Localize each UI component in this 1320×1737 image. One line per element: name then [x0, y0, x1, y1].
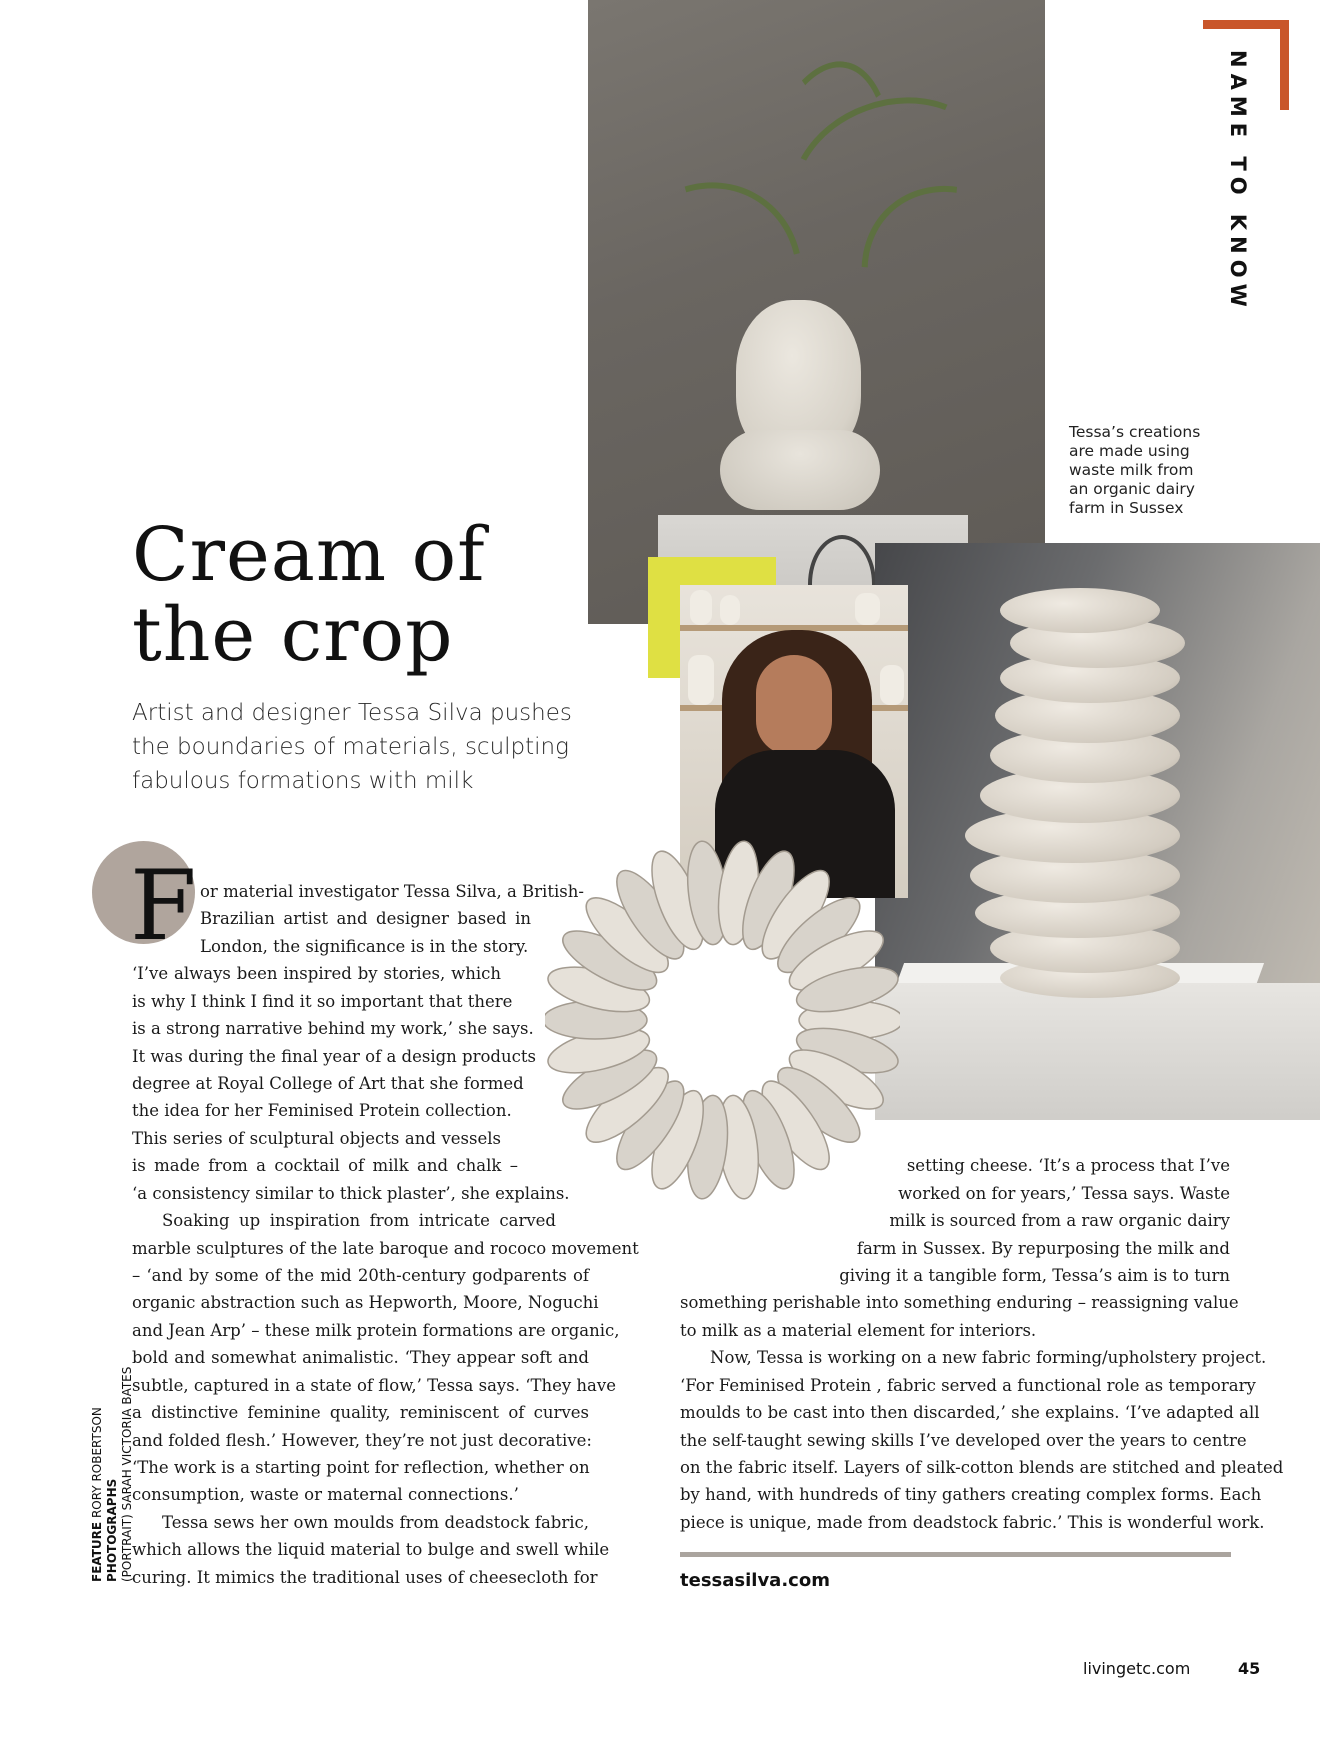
- body-line: giving it a tangible form, Tessa’s aim is to turn: [839, 1266, 1230, 1285]
- pot: [690, 590, 712, 625]
- standfirst-line: fabulous formations with milk: [132, 768, 474, 794]
- body-line: London, the significance is in the story.: [200, 937, 529, 956]
- body-line: consumption, waste or maternal connections.’: [132, 1485, 519, 1504]
- body-line: and Jean Arp’ – these milk protein formations are organic,: [132, 1321, 620, 1340]
- standfirst-line: the boundaries of materials, sculpting: [132, 734, 569, 760]
- divider-rule: [680, 1552, 1231, 1557]
- plinth: [875, 983, 1320, 1120]
- caption-line: Tessa’s creations: [1069, 423, 1201, 441]
- body-line: milk is sourced from a raw organic dairy: [889, 1211, 1230, 1230]
- standfirst: [132, 696, 602, 798]
- body-line: or material investigator Tessa Silva, a British-: [200, 882, 584, 901]
- caption-line: farm in Sussex: [1069, 499, 1184, 517]
- body-line: This series of sculptural objects and vessels: [132, 1129, 501, 1148]
- sculpture-layer: [1000, 588, 1160, 633]
- body-line: It was during the final year of a design products: [132, 1047, 536, 1066]
- photo-caption: [1069, 423, 1269, 518]
- caption-line: an organic dairy: [1069, 480, 1195, 498]
- body-line: ‘I’ve always been inspired by stories, which: [132, 964, 501, 983]
- photo-credits: [90, 1302, 390, 1582]
- stacked-sculpture-photo: [875, 543, 1320, 1120]
- headline-line: the crop: [132, 592, 454, 678]
- body-line: subtle, captured in a state of flow,’ Tessa says. ‘They have: [132, 1376, 616, 1395]
- credits-text: [90, 1302, 135, 1582]
- body-line: ‘a consistency similar to thick plaster’, she explains.: [132, 1184, 570, 1203]
- caption-line: are made using: [1069, 442, 1190, 460]
- body-line: Tessa sews her own moulds from deadstock fabric,: [162, 1513, 589, 1532]
- headline: [132, 512, 592, 678]
- dropcap: F: [130, 850, 197, 962]
- body-line: something perishable into something enduring – reassigning value: [680, 1293, 1239, 1312]
- body-line: marble sculptures of the late baroque and rococo movement: [132, 1239, 639, 1258]
- body-line: the self-taught sewing skills I’ve developed over the years to centre: [680, 1431, 1247, 1450]
- vase-photo: [588, 0, 1045, 624]
- credit-line: [90, 1302, 120, 1582]
- body-line: moulds to be cast into then discarded,’ she explains. ‘I’ve adapted all: [680, 1403, 1260, 1422]
- body-line: curing. It mimics the traditional uses of cheesecloth for: [132, 1568, 598, 1587]
- artist-website-link[interactable]: tessasilva.com: [680, 1570, 830, 1591]
- pot: [855, 593, 880, 625]
- body-line: and folded flesh.’ However, they’re not just decorative:: [132, 1431, 592, 1450]
- body-line: the idea for her Feminised Protein collection.: [132, 1101, 512, 1120]
- body-line: worked on for years,’ Tessa says. Waste: [898, 1184, 1230, 1203]
- body-line: piece is unique, made from deadstock fabric.’ This is wonderful work.: [680, 1513, 1265, 1532]
- body-line: Brazilian artist and designer based in: [200, 909, 531, 928]
- body-line: ‘For Feminised Protein , fabric served a functional role as temporary: [680, 1376, 1256, 1395]
- folio-site: livingetc.com: [1083, 1659, 1191, 1678]
- section-label: NAME TO KNOW: [1226, 50, 1250, 313]
- body-line: is made from a cocktail of milk and chalk –: [132, 1156, 518, 1175]
- body-line: degree at Royal College of Art that she formed: [132, 1074, 524, 1093]
- credit-name: RORY ROBERTSON: [90, 1407, 104, 1519]
- page-number: 45: [1238, 1659, 1261, 1678]
- body-line: ‘The work is a starting point for reflection, whether on: [132, 1458, 590, 1477]
- body-line: a distinctive feminine quality, reminiscent of curves: [132, 1403, 589, 1422]
- body-line: organic abstraction such as Hepworth, Moore, Noguchi: [132, 1293, 599, 1312]
- ring-coils: [545, 839, 900, 1201]
- body-line: is why I think I find it so important that there: [132, 992, 513, 1011]
- body-line: setting cheese. ‘It’s a process that I’ve: [906, 1156, 1230, 1175]
- body-line: farm in Sussex. By repurposing the milk and: [856, 1239, 1230, 1258]
- pot: [880, 665, 904, 705]
- face: [756, 655, 832, 755]
- body-line: Now, Tessa is working on a new fabric forming/upholstery project.: [710, 1348, 1267, 1367]
- body-line: which allows the liquid material to bulge and swell while: [132, 1540, 610, 1559]
- credit-label: PHOTOGRAPHS: [105, 1478, 119, 1582]
- body-line: on the fabric itself. Layers of silk-cotton blends are stitched and pleated: [680, 1458, 1284, 1477]
- credit-label: FEATURE: [90, 1521, 104, 1582]
- credit-line: (PORTRAIT) SARAH VICTORIA BATES: [120, 1366, 134, 1582]
- body-line: – ‘and by some of the mid 20th-century godparents of: [132, 1266, 589, 1285]
- vase-foot: [720, 430, 880, 510]
- pot: [688, 655, 714, 705]
- pot: [720, 595, 740, 625]
- standfirst-line: Artist and designer Tessa Silva pushes: [132, 700, 572, 726]
- body-line: to milk as a material element for interiors.: [680, 1321, 1037, 1340]
- body-line: Soaking up inspiration from intricate carved: [162, 1211, 556, 1230]
- body-line: bold and somewhat animalistic. ‘They appear soft and: [132, 1348, 589, 1367]
- headline-line: Cream of: [132, 512, 486, 598]
- caption-line: waste milk from: [1069, 461, 1194, 479]
- ring-sculpture: [545, 835, 900, 1205]
- body-line: is a strong narrative behind my work,’ she says.: [132, 1019, 534, 1038]
- body-line: by hand, with hundreds of tiny gathers creating complex forms. Each: [680, 1485, 1262, 1504]
